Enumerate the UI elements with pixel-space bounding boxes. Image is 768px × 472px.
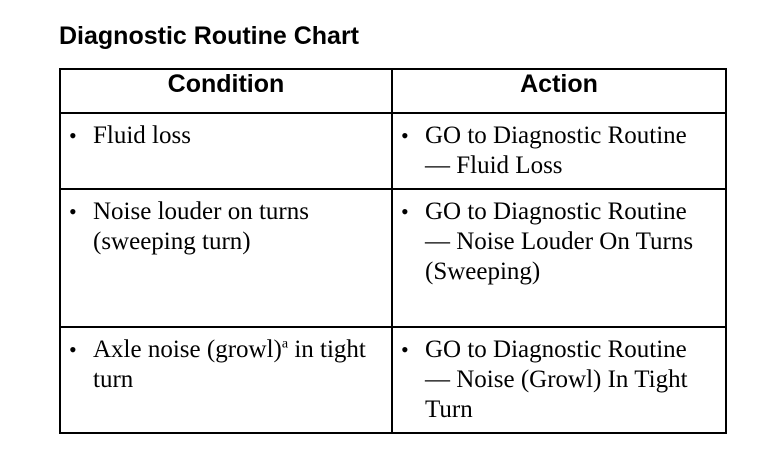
condition-text: Noise louder on turns (sweeping turn) [93, 198, 309, 255]
condition-cell [60, 113, 392, 189]
bullet-icon: • [401, 337, 409, 362]
condition-text: Axle noise (growl)$^a$ in tight turn [93, 336, 366, 393]
chart-title: Diagnostic Routine Chart [59, 22, 360, 50]
action-text: GO to Diagnostic Routine — Noise (Growl) In Tight Turn [425, 336, 688, 423]
action-text: GO to Diagnostic Routine — Noise Louder On Turns (Sweeping) [425, 198, 694, 285]
table-row [60, 113, 726, 189]
action-cell [392, 189, 726, 327]
action-cell [392, 327, 726, 433]
header-row [60, 69, 726, 113]
diagnostic-table [59, 68, 727, 434]
bullet-icon: • [69, 337, 77, 362]
condition-text: Fluid loss [93, 122, 191, 149]
condition-cell [60, 327, 392, 433]
condition-cell [60, 189, 392, 327]
bullet-icon: • [401, 123, 409, 148]
footnote-marker: a [281, 336, 289, 352]
action-text: GO to Diagnostic Routine — Fluid Loss [425, 122, 687, 179]
table-row [60, 189, 726, 327]
bullet-icon: • [69, 123, 77, 148]
condition-header: Condition [60, 69, 392, 113]
action-cell [392, 113, 726, 189]
table-row [60, 327, 726, 433]
action-header: Action [392, 69, 726, 113]
bullet-icon: • [401, 199, 409, 224]
bullet-icon: • [69, 199, 77, 224]
